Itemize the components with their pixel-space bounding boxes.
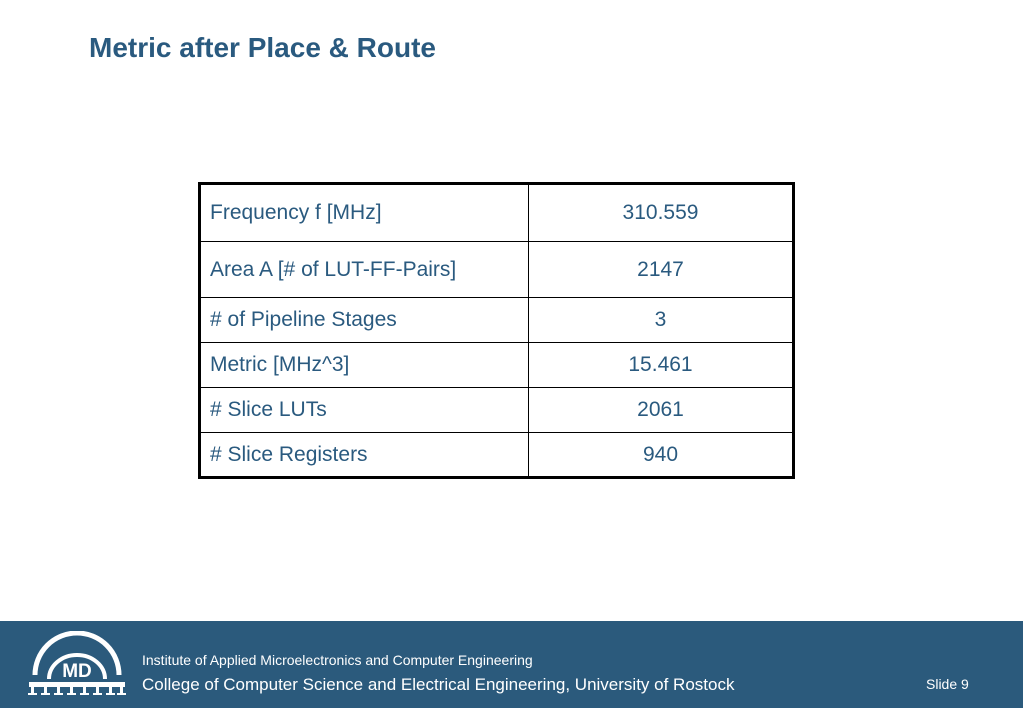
slide-number: Slide 9 (926, 676, 969, 692)
table-row (200, 184, 794, 242)
table-row (200, 343, 794, 388)
row-value: 310.559 (529, 184, 794, 242)
college-name: College of Computer Science and Electrical Engineering, University of Rostock (142, 675, 735, 694)
footer-bar (0, 621, 1023, 708)
row-label: # Slice LUTs (200, 388, 529, 433)
row-label: Frequency f [MHz] (200, 184, 529, 242)
row-value: 2147 (529, 242, 794, 298)
metrics-table (198, 182, 795, 479)
row-value: 3 (529, 298, 794, 343)
university-logo-icon (27, 631, 127, 699)
row-value: 2061 (529, 388, 794, 433)
row-value: 940 (529, 433, 794, 478)
row-label: # of Pipeline Stages (200, 298, 529, 343)
table-row (200, 298, 794, 343)
logo-text: MD (62, 661, 92, 682)
institute-name: Institute of Applied Microelectronics and Computer Engineering (142, 652, 533, 668)
row-label: Metric [MHz^3] (200, 343, 529, 388)
row-value: 15.461 (529, 343, 794, 388)
table-row (200, 388, 794, 433)
row-label: Area A [# of LUT-FF-Pairs] (200, 242, 529, 298)
table-row (200, 433, 794, 478)
row-label: # Slice Registers (200, 433, 529, 478)
slide-title: Metric after Place & Route (89, 32, 436, 63)
table-row (200, 242, 794, 298)
